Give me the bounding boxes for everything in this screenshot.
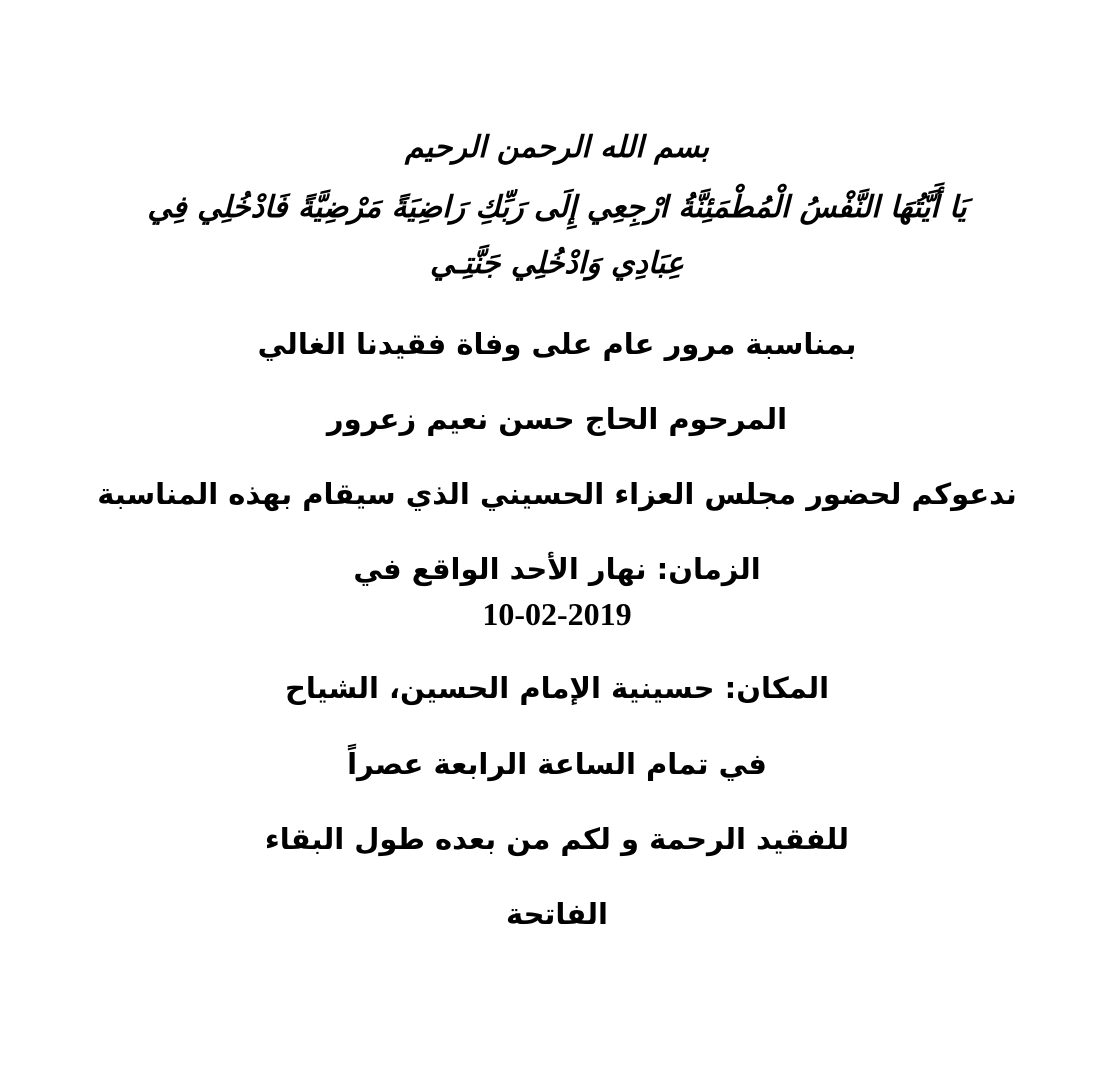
- quran-verse-line-2: عِبَادِي وَادْخُلِي جَنَّتِـي: [430, 246, 684, 281]
- basmala-text: بسم الله الرحمن الرحيم: [404, 130, 710, 165]
- occasion-text: بمناسبة مرور عام على وفاة فقيدنا الغالي: [257, 327, 857, 361]
- invitation-text: ندعوكم لحضور مجلس العزاء الحسيني الذي سيقام بهذه المناسبة: [97, 477, 1017, 511]
- fatiha-text: الفاتحة: [506, 897, 608, 931]
- event-date: 10-02-2019: [482, 596, 632, 632]
- place-label: المكان: حسينية الإمام الحسين، الشياح: [284, 671, 830, 705]
- quran-verse-line-1: يَا أَيَّتُهَا النَّفْسُ الْمُطْمَئِنَّةُ ارْجِعِي إِلَى رَبِّكِ رَاضِيَةً مَرْضِيَّةً فَادْخُلِي فِي: [147, 190, 967, 225]
- deceased-name: المرحوم الحاج حسن نعيم زعرور: [326, 402, 788, 436]
- hour-text: في تمام الساعة الرابعة عصراً: [347, 747, 767, 781]
- closing-blessing: للفقيد الرحمة و لكم من بعده طول البقاء: [264, 822, 850, 856]
- time-label: الزمان: نهار الأحد الواقع في: [353, 552, 761, 586]
